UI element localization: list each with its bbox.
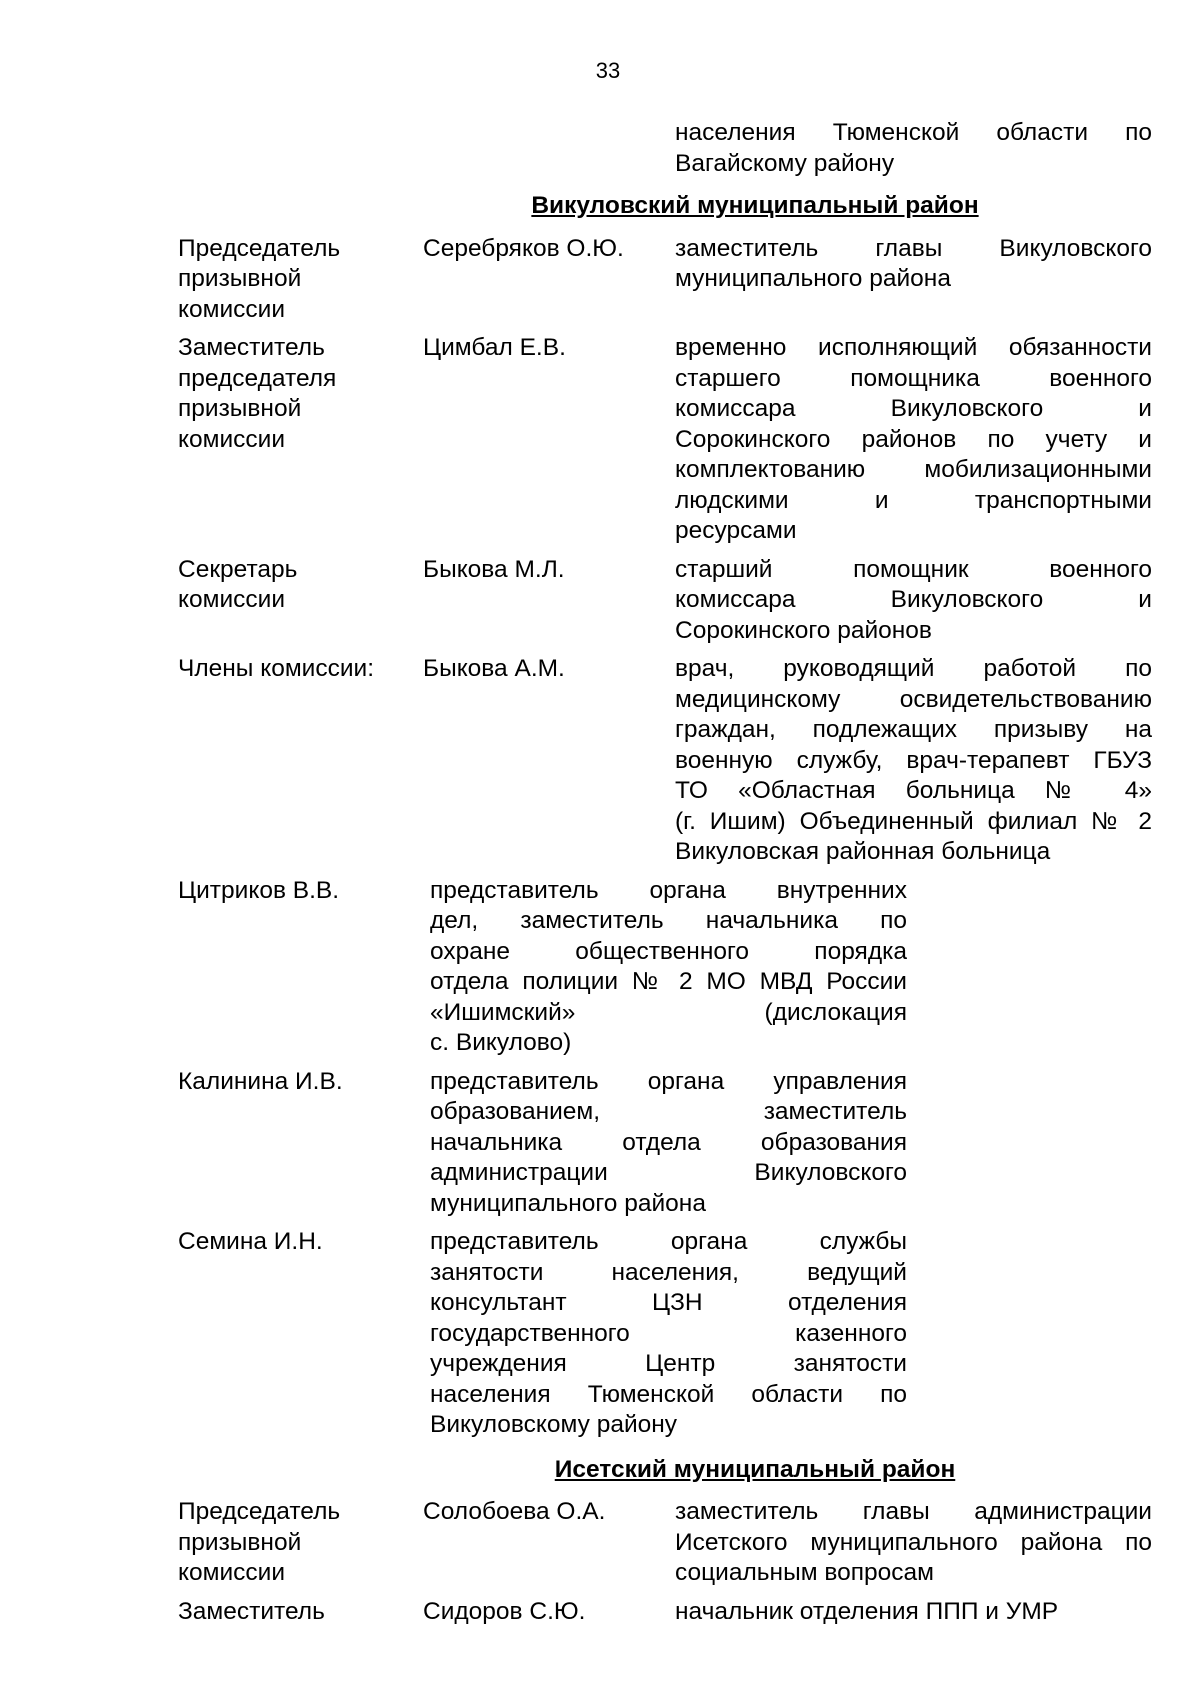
member-role [178, 654, 423, 685]
text-line: (г. Ишим) Объединенный филиал № 2 [675, 807, 1152, 835]
text-line: представитель органа внутренних [430, 876, 907, 904]
text-line: Викуловская районная больница [675, 838, 1051, 865]
commission-member-row [178, 1227, 1152, 1441]
member-name: Быкова М.Л. [423, 555, 565, 583]
text-line: представитель органа управления [430, 1067, 907, 1095]
section-title: Исетский муниципальный район [554, 1455, 956, 1483]
commission-member-row [178, 234, 1152, 326]
text-line: людскими и транспортными [675, 486, 1152, 514]
member-position [675, 654, 1152, 868]
member-name: Солобоева О.А. [423, 1498, 606, 1525]
section-spacer [178, 1635, 1152, 1641]
text-line: охране общественного порядка [430, 937, 907, 965]
commission-member-row [178, 1067, 1152, 1220]
text-line: образованием, заместитель [430, 1098, 907, 1125]
text-line: призывной [178, 395, 302, 422]
text-line: ТО «Областная больница № 4» [675, 777, 1152, 804]
text-line: граждан, подлежащих призыву на [675, 716, 1152, 743]
text-line: социальным вопросам [675, 1559, 934, 1586]
member-name: Сидоров С.Ю. [423, 1597, 586, 1625]
commission-member-row [178, 654, 1152, 868]
member-position [675, 1497, 1152, 1589]
member-position [430, 876, 907, 1059]
member-position [430, 1227, 907, 1441]
text-line: старший помощник военного [675, 555, 1152, 583]
text-line: муниципального района [430, 1189, 706, 1217]
member-role [178, 555, 423, 616]
document-body [178, 118, 1152, 1641]
member-name: Серебряков О.Ю. [423, 234, 624, 262]
text-line: «Ишимский» (дислокация [430, 998, 907, 1026]
text-line: администрации Викуловского [430, 1159, 907, 1186]
text-line: комиссии [178, 295, 286, 323]
text-line: комиссара Викуловского и [675, 586, 1152, 613]
text-line: населения Тюменской области по [675, 119, 1152, 146]
member-position [430, 1067, 907, 1220]
text-line: комиссара Викуловского и [675, 395, 1152, 422]
member-name: Семина И.Н. [178, 1228, 323, 1255]
text-line: временно исполняющий обязанности [675, 334, 1152, 361]
text-line: Сорокинского районов [675, 616, 932, 644]
text-line: Члены комиссии: [178, 655, 375, 682]
text-line: комиссии [178, 1559, 286, 1586]
commission-member-row [178, 333, 1152, 547]
member-name: Цимбал Е.В. [423, 334, 566, 361]
member-position [675, 234, 1152, 295]
commission-member-row [178, 1597, 1152, 1628]
text-line: отдела полиции № 2 МО МВД России [430, 968, 907, 995]
commission-member-row [178, 1497, 1152, 1589]
section-title: Викуловский муниципальный район [531, 192, 979, 219]
text-line: учреждения Центр занятости [430, 1350, 907, 1377]
text-line: заместитель главы Викуловского [675, 234, 1152, 262]
text-line: дел, заместитель начальника по [430, 907, 907, 934]
member-role [178, 1597, 423, 1628]
member-role [178, 234, 423, 326]
text-line: Председатель [178, 1498, 341, 1525]
member-position [675, 333, 1152, 547]
member-name: Быкова А.М. [423, 655, 565, 682]
text-line: врач, руководящий работой по [675, 655, 1152, 682]
text-line: консультант ЦЗН отделения [430, 1289, 907, 1316]
text-line: председателя [178, 364, 337, 392]
page-number: 33 [595, 58, 621, 83]
text-line: призывной [178, 1528, 302, 1556]
member-role [178, 1497, 423, 1589]
text-line: Председатель [178, 234, 341, 262]
text-line: ресурсами [675, 517, 797, 544]
text-line: государственного казенного [430, 1319, 907, 1347]
text-line: комплектованию мобилизационными [675, 456, 1152, 483]
text-line: комиссии [178, 425, 286, 453]
text-line: занятости населения, ведущий [430, 1258, 907, 1286]
text-line: населения Тюменской области по [430, 1380, 907, 1408]
text-line: представитель органа службы [430, 1228, 907, 1255]
text-line: Исетского муниципального района по [675, 1528, 1152, 1556]
text-line: начальник отделения ППП и УМР [675, 1597, 1059, 1625]
text-line: Сорокинского районов по учету и [675, 425, 1152, 453]
text-line: заместитель главы администрации [675, 1498, 1152, 1525]
text-line: Заместитель [178, 1597, 325, 1625]
text-line: комиссии [178, 586, 286, 613]
member-name: Калинина И.В. [178, 1067, 343, 1095]
text-line: с. Викулово) [430, 1029, 572, 1056]
sections [178, 191, 1152, 1641]
text-line: Викуловскому району [430, 1411, 678, 1438]
text-line: призывной [178, 265, 302, 292]
member-position [675, 1597, 1152, 1628]
text-line: медицинскому освидетельствованию [675, 685, 1152, 713]
member-role [178, 333, 423, 455]
text-line: Вагайскому району [675, 149, 895, 177]
member-name: Цитриков В.В. [178, 876, 340, 904]
text-line: начальника отдела образования [430, 1128, 907, 1156]
continuation-text [178, 118, 1152, 179]
text-line: Заместитель [178, 334, 325, 361]
commission-member-row [178, 876, 1152, 1059]
text-line: Секретарь [178, 555, 298, 583]
text-line: военную службу, врач-терапевт ГБУЗ [675, 746, 1152, 774]
text-line: старшего помощника военного [675, 364, 1152, 392]
member-position [675, 555, 1152, 647]
text-line: муниципального района [675, 265, 951, 292]
commission-member-row [178, 555, 1152, 647]
